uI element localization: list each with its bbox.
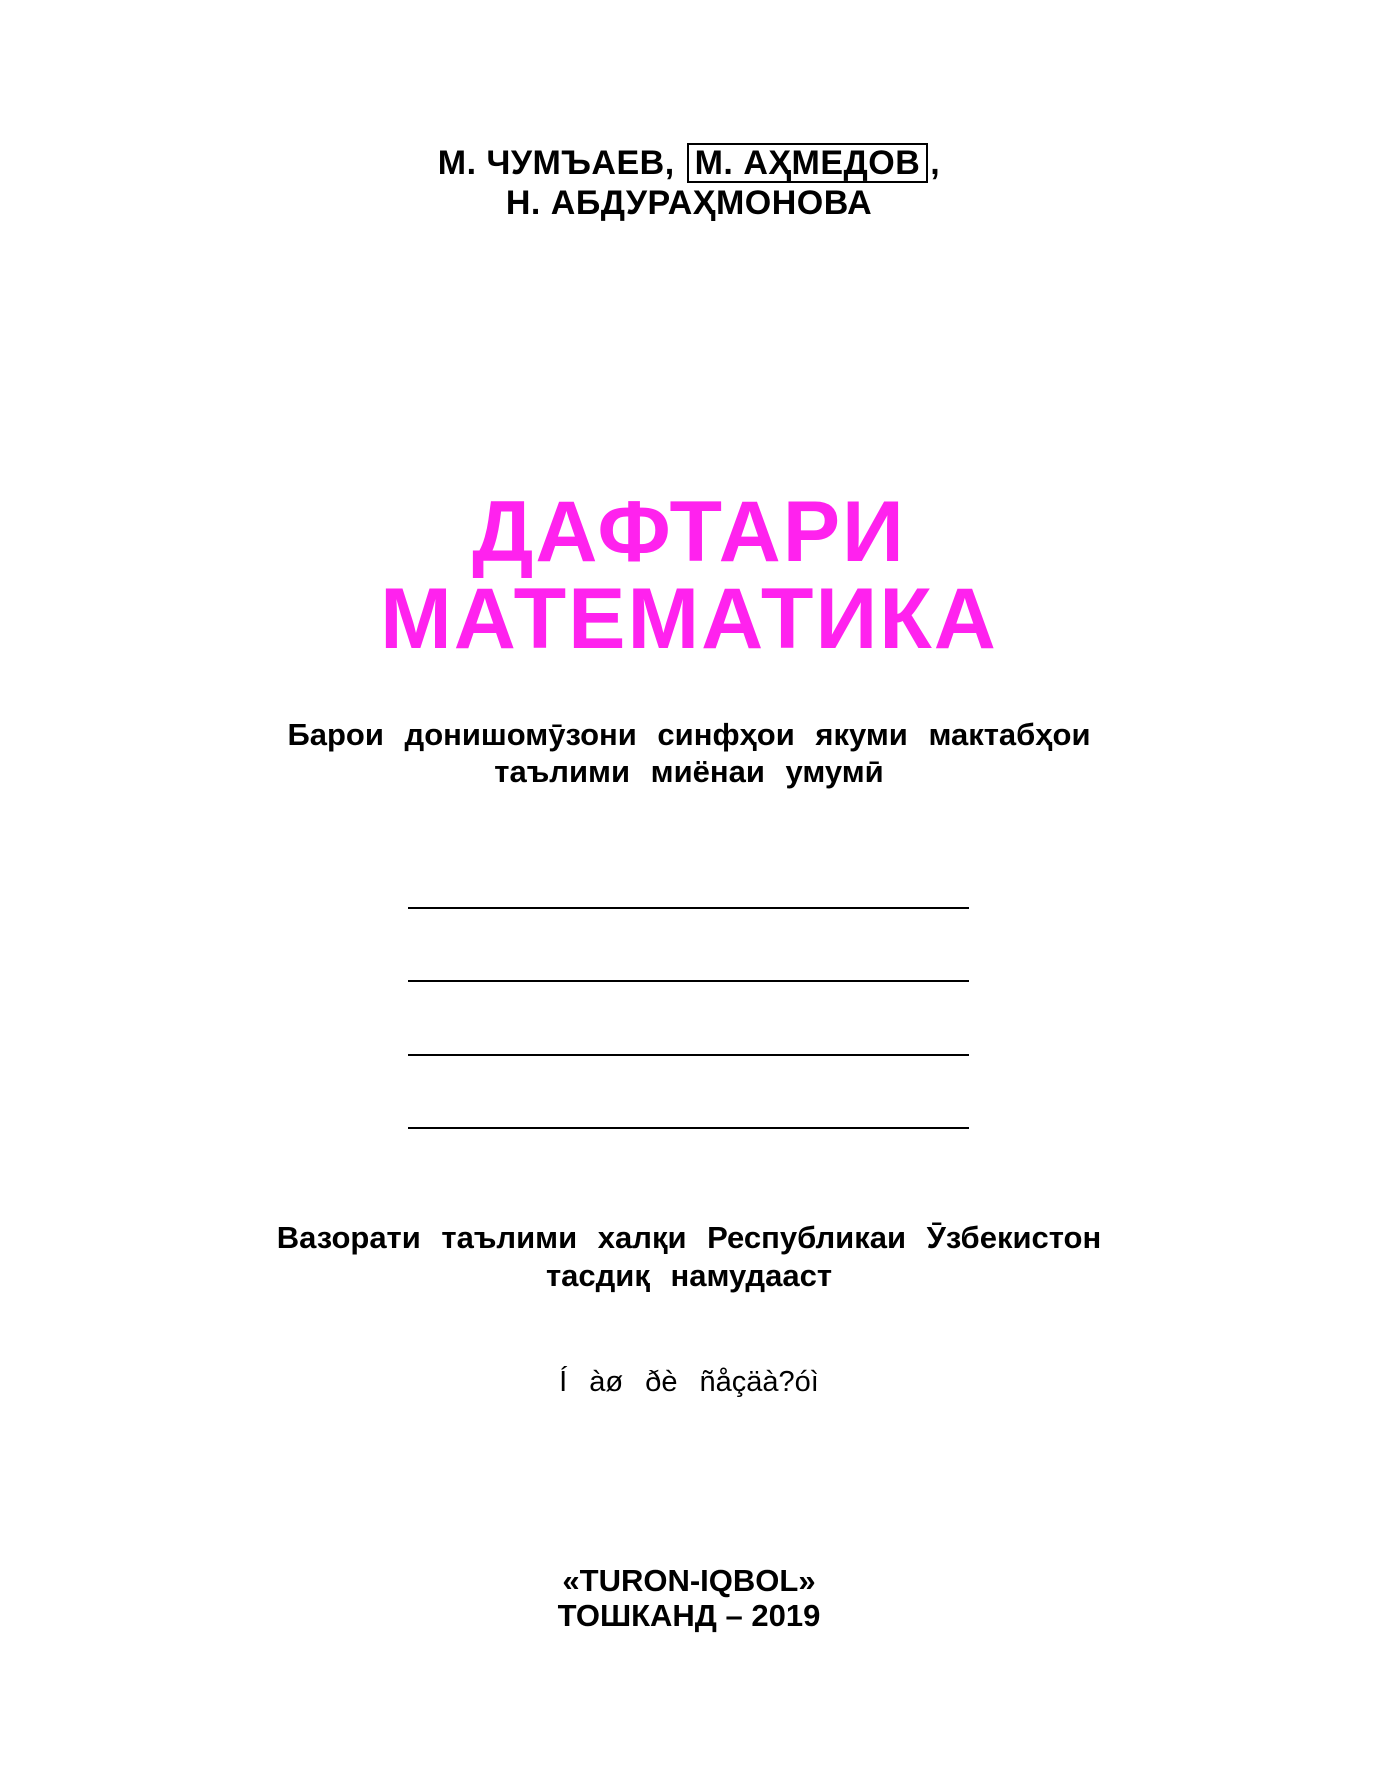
boxed-author-name: М. АҲМЕДОВ xyxy=(687,143,929,183)
blank-fill-line xyxy=(408,907,969,909)
approval-line-1: Вазорати таълими халқи Республикаи Ӯзбекистон xyxy=(276,1220,1102,1255)
book-title-line-2: МАТЕМАТИКА xyxy=(380,571,998,667)
subtitle-line-2: таълими миёнаи умумӣ xyxy=(494,754,884,789)
blank-fill-line xyxy=(408,1127,969,1129)
publisher-name: «TURON-IQBOL» xyxy=(562,1563,816,1598)
author-separator: , xyxy=(930,144,941,182)
blank-fill-line xyxy=(408,1054,969,1056)
edition-note: Í àø ðè ñåçäà?óì xyxy=(559,1366,819,1398)
authors-line-1 xyxy=(0,143,1378,183)
authors-line-2: Н. АБДУРАҲМОНОВА xyxy=(505,184,873,222)
book-title-line-1: ДАФТАРИ xyxy=(472,484,906,580)
approval-line-2: тасдиқ намудааст xyxy=(545,1258,833,1293)
blank-fill-line xyxy=(408,980,969,982)
publisher-city-year: ТОШКАНД – 2019 xyxy=(557,1598,821,1633)
author-name: М. ЧУМЪАЕВ, xyxy=(437,144,675,182)
subtitle-line-1: Барои донишомӯзони синфҳои якуми мактабҳои xyxy=(287,717,1091,752)
